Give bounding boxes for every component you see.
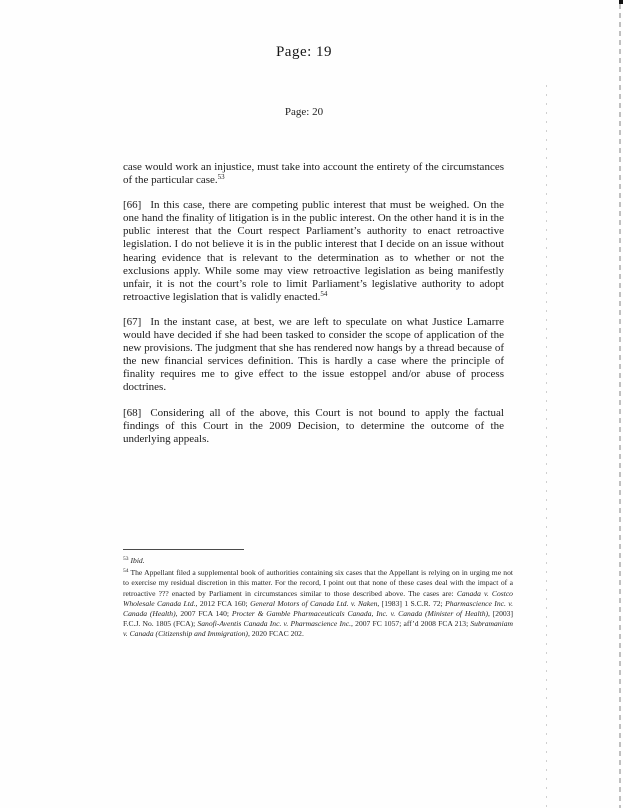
case-citation: Sanofi-Aventis Canada Inc. v. Pharmascience Inc.	[197, 619, 352, 629]
case-citation: Procter & Gamble Pharmaceuticals Canada, Inc. v. Canada (Minister of Health)	[231, 609, 489, 619]
footnote-text-segment: The Appellant filed a supplemental book of authorities containing six cases that the Appellant is relying on in urging me not to exercise my residual discretion in this matter. For the record, I point out that none of these cases deal with the impact of a retroactive ??? enacted by Parliament in circumstances similar to those described above. The cases are:	[123, 568, 513, 598]
footnote-text-segment: , [1983] 1 S.C.R. 72;	[377, 598, 446, 608]
page-number-header-19: Page: 19	[275, 44, 333, 60]
paragraph-68	[123, 407, 504, 446]
footnote-ref-53: 53	[217, 173, 225, 182]
case-citation: Subramaniam v. Canada (Citizenship and Immigration)	[123, 619, 513, 639]
case-citation: Canada v. Costco Wholesale Canada Ltd.	[123, 588, 513, 608]
footnote-53	[123, 554, 513, 566]
footnote-text-segment: , 2012 FCA 160;	[195, 598, 251, 608]
paragraph-66	[123, 199, 504, 304]
footnote-separator-line	[123, 549, 244, 550]
footnote-54	[123, 566, 513, 639]
footnote-54-text	[123, 568, 513, 638]
paragraph-67	[123, 316, 504, 395]
footnote-text-segment: , 2020 FCAC 202.	[247, 629, 304, 639]
paragraph-68-text: Considering all of the above, this Court is not bound to apply the factual findings of this Court in the 2009 Decision, to determine the outcome of the underlying appeals.	[123, 406, 504, 445]
paragraph-67-text: In the instant case, at best, we are left to speculate on what Justice Lamarre would have decided if she had been tasked to consider the scope of application of the new provisions. The judgment that she has rendered now hangs by a thread because of the new financial services definition. This is hardly a case where the principle of finality requires me to give effect to the issue estoppel and/or abuse of process doctrines.	[123, 315, 504, 394]
case-citation: General Motors of Canada Ltd. v. Naken	[250, 598, 378, 608]
scan-artifact-dotted-line	[546, 85, 547, 808]
footnote-text-segment: , [2003] F.C.J. No. 1805 (FCA);	[123, 609, 513, 629]
footnote-ref-54: 54	[320, 289, 328, 298]
footnote-53-text: Ibid.	[130, 556, 145, 565]
case-citation: Pharmascience Inc. v. Canada (Health)	[123, 598, 513, 619]
paragraph-68-number: [68]	[123, 406, 142, 419]
scan-artifact-corner-mark	[619, 0, 623, 4]
footnote-54-marker: 54	[123, 568, 129, 575]
paragraph-66-text: In this case, there are competing public interest that must be weighed. On the one hand the finality of litigation is in the public interest. On the other hand it is in the public interest that the Court respect Parliament’s authority to enact retroactive legislation. I do not believe it is in the public interest that I decide on an issue without hearing evidence that is relevant to the determination as to whether or not the exclusions apply. While some may view retroactive legislation as being manifestly unfair, it is not the court’s role to limit Parliament’s legislative authority to adopt retroactive legislation that is validly enacted.	[123, 199, 504, 303]
footnote-53-marker: 53	[123, 556, 129, 562]
paragraph-66-number: [66]	[123, 199, 142, 212]
intro-paragraph-text: case would work an injustice, must take into account the entirety of the circumstances of the particular case.	[123, 161, 504, 187]
page-number-header-20: Page: 20	[284, 106, 324, 118]
footnote-text-segment: , 2007 FCA 140;	[175, 609, 232, 619]
scan-artifact-page-edge	[619, 4, 621, 808]
footnote-block	[123, 549, 513, 640]
document-body	[123, 161, 504, 458]
paragraph-67-number: [67]	[123, 315, 142, 328]
intro-paragraph	[123, 161, 504, 187]
footnote-text-segment: , 2007 FC 1057; aff’d 2008 FCA 213;	[351, 619, 471, 629]
